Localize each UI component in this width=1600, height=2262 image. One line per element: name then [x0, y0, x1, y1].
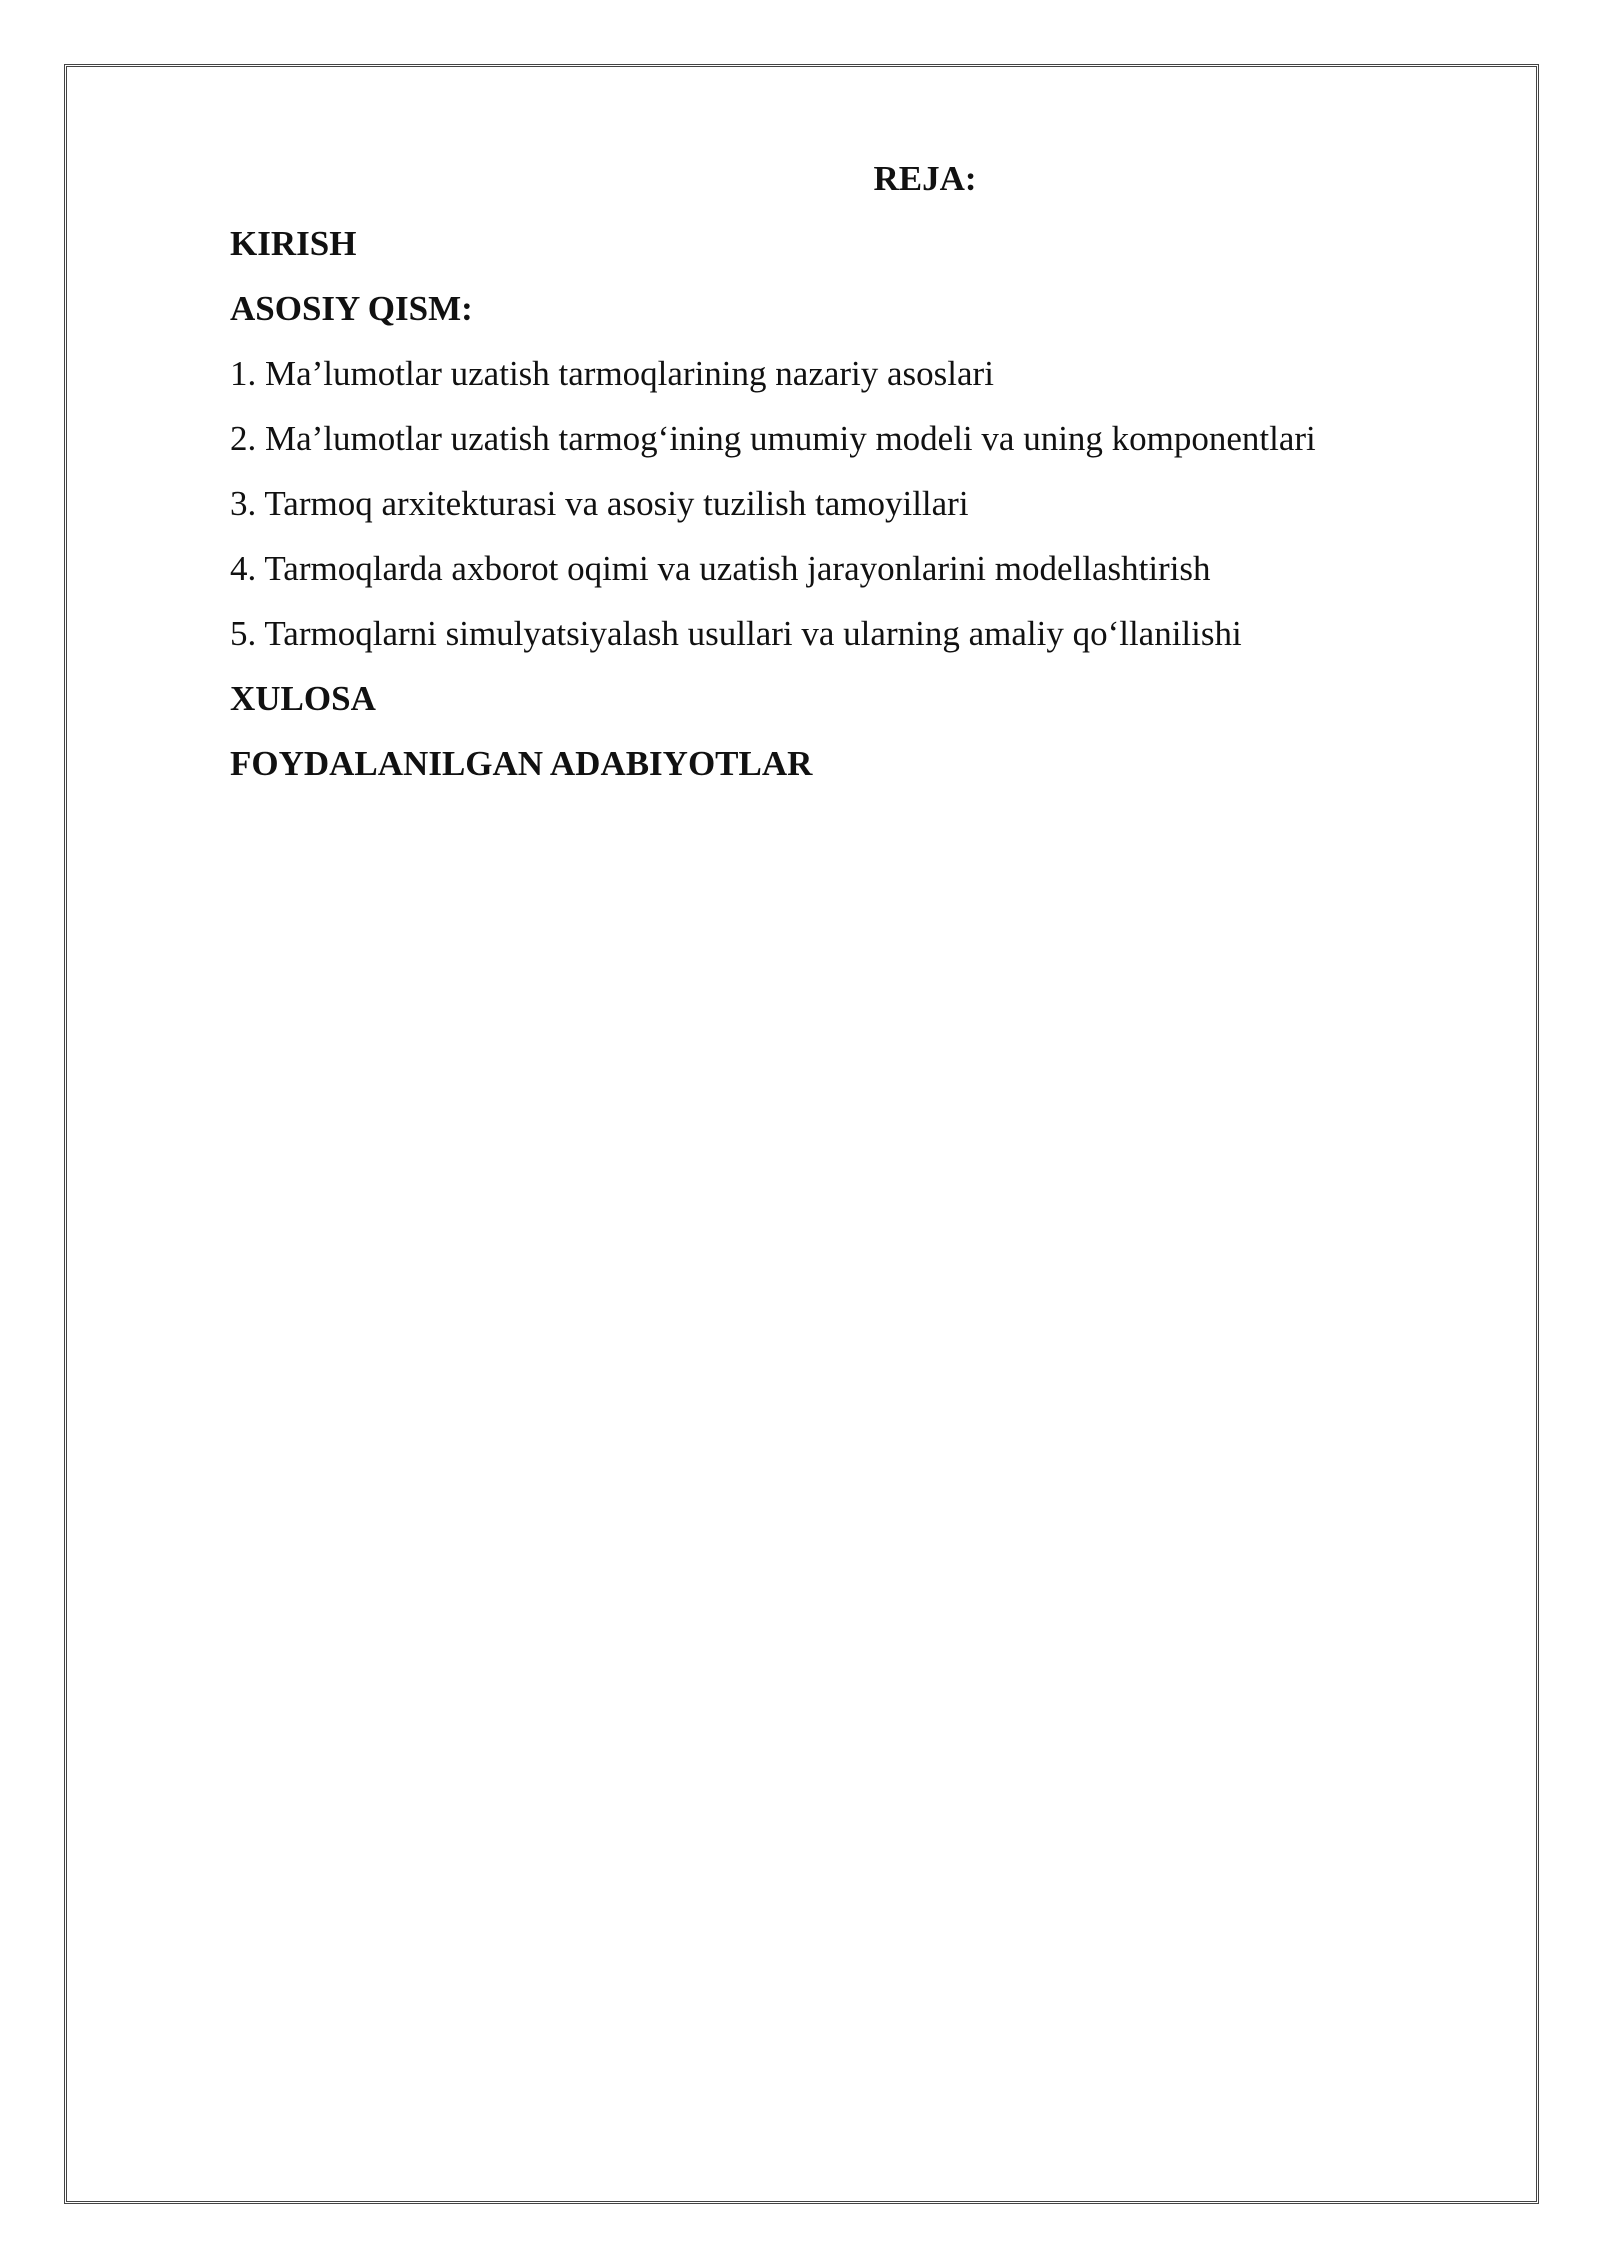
plan-item-4: 4. Tarmoqlarda axborot oqimi va uzatish jarayonlarini modellashtirish — [230, 549, 1211, 588]
plan-item-2: 2. Ma’lumotlar uzatish tarmog‘ining umumiy modeli va uning komponentlari — [230, 419, 1316, 458]
section-intro: KIRISH — [230, 224, 357, 263]
page-title: REJA: — [873, 159, 977, 198]
plan-item-5: 5. Tarmoqlarni simulyatsiyalash usullari va ularning amaliy qo‘llanilishi — [230, 614, 1242, 653]
section-main-part: ASOSIY QISM: — [230, 289, 473, 328]
plan-item-1: 1. Ma’lumotlar uzatish tarmoqlarining nazariy asoslari — [230, 354, 994, 393]
plan-item-3: 3. Tarmoq arxitekturasi va asosiy tuzilish tamoyillari — [230, 484, 969, 523]
section-conclusion: XULOSA — [230, 679, 376, 718]
section-references: FOYDALANILGAN ADABIYOTLAR — [230, 744, 813, 783]
plan-content — [230, 146, 1480, 796]
